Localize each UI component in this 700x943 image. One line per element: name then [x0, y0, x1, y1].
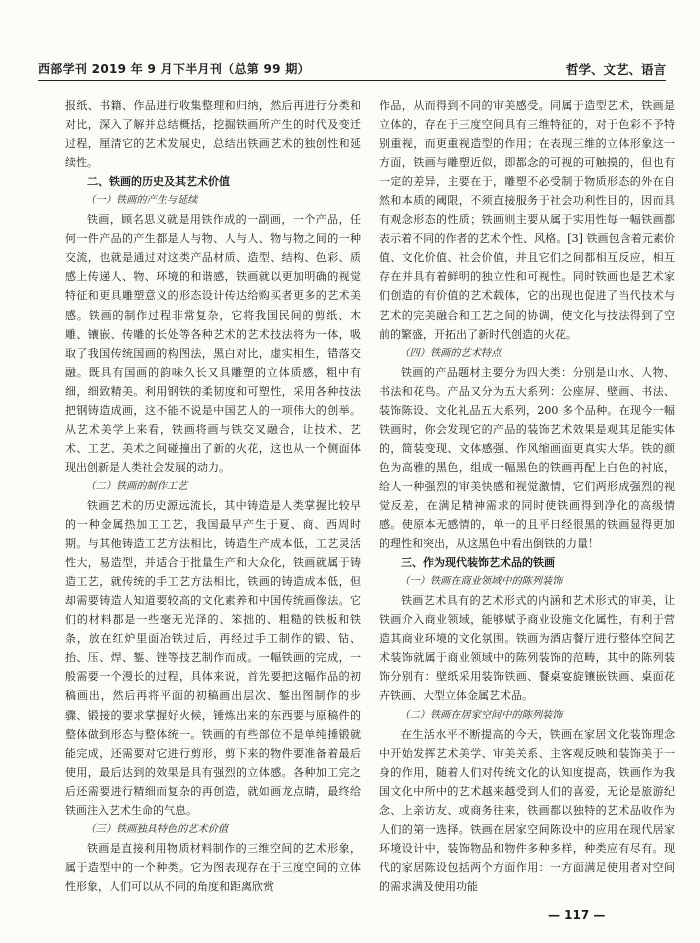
section-heading: 三、作为现代装饰艺术品的铁画 — [401, 556, 555, 570]
body-paragraph: 铁画是直接利用物质材料制作的三维空间的艺术形象，属于造型中的一个种类。它为图表现存在于三度空间的立体性形象，人们可以从不同的角度和距离欣赏 — [65, 841, 361, 893]
subsection-heading: （二）铁画在居家空间中的陈列装饰 — [399, 709, 563, 721]
right-column — [379, 96, 675, 896]
subsection-heading: （三）铁画独具特色的艺术价值 — [85, 823, 229, 835]
subsection-heading: （四）铁画的艺术特点 — [399, 347, 502, 359]
body-paragraph: 在生活水平不断提高的今天，铁画在家居文化装饰理念中开始发挥艺术美学、审美关系、主客观反映和装饰美于一身的作用，随着人们对传统文化的认知度提高，铁画作为我国文化中所中的艺术越来越受到人们的喜爱，无论是旅游纪念、上亲访友、或商务往来，铁画都以独特的艺术品收作为人们的第一选择。铁画在居家空间陈设中的应用在现代居家环境设计中，装饰物品和物件多种多样，种类应有尽有。现代的家居陈设包括两个方面作用：一方面满足使用者对空间的需求满及使用功能 — [379, 727, 675, 893]
subsection-heading: （二）铁画的制作工艺 — [85, 480, 188, 492]
section-title: 哲学、文艺、语言 — [565, 62, 666, 77]
journal-name: 西部学刊 2019 年 9 月下半月刊（总第 99 期） — [38, 62, 310, 76]
body-paragraph: 铁画艺术的历史源远流长，其中铸造是人类掌握比较早的一种金属热加工工艺，我国最早产生于夏、商、西周时期。与其他铸造工艺方法相比，铸造生产成本低，工艺灵活性大，易造型，并适合于批量生产和大众化，铁画就属于铸造工艺，就传统的手工艺方法相比，铁画的铸造成本低，但却需要铸造人知道要较高的文化素养和中国传统画像法。它们的材料都是一些毫无光泽的、笨拙的、粗糙的铁板和铁条，放在红炉里面冶铁过后，再经过手工制作的锻、钻、抬、压、焊、錾、锉等技艺制作而成。一幅铁画的完成，一般需要一个漫长的过程，具体来说，首先要把这幅作品的初稿画出，然后再将平面的初稿画出层次、錾出图制作的步骤、锻接的要求掌握好火候，锤炼出来的东西要与原稿件的整体做到形态与整体统一。铁画的有些部位不是单纯捶锻就能完成，还需要对它进行剪形，剪下来的物件要准备着最后使用，最后达到的效果是具有强烈的立体感。各种加工完之后还需要进行精细而复杂的再创造，就如画龙点睛，最终给铁画注入艺术生命的气息。 — [65, 498, 361, 817]
page-number: — 117 — — [548, 908, 606, 922]
left-column — [65, 96, 361, 896]
body-paragraph: 铁画艺术具有的艺术形式的内涵和艺术形式的审美，让铁画介入商业领域，能够赋予商业设施文化属性，有利于营造其商业环境的文化氛围。铁画为酒店餐厅进行整体空间艺术装饰就属于商业领域中的陈列装饰的范畴，其中的陈列装饰分别有：壁纸采用装饰铁画、餐桌宴旋镶嵌铁画、桌面花卉铁画、大型立体金属艺术品。 — [379, 594, 675, 703]
subsection-heading: （一）铁画的产生与延续 — [85, 195, 198, 207]
body-paragraph: 作品，从而得到不同的审美感受。同属于造型艺术，铁画是立体的，存在于三度空间具有三维特征的，对于色彩不予特别重视，而更重视造型的作用；在表现三维的立体形象这一方面，铁画与雕塑近似，即都念的可视的可触摸的，但也有一定的差异，主要在于，雕塑不必受制于物质形态的外在自然和本质的阈限，不须直接服务于社会功利性目的，因而具有观念形态的性质；铁画则主要从属于实用性每一幅铁画都表示着不同的作者的艺术个性、风格。[3] 铁画包含着元素价值、文化价值、社会价值，并且它们之间都相互反应，相互存在并具有着鲜明的独立性和可视性。同时铁画也是艺术家们创造的有价值的艺术载体，它的出现也促进了当代技术与艺术的完美融合和工艺之间的协调，使文化与技法得到了空前的繁盛，开拓出了新时代创造的火花。 — [379, 99, 675, 341]
body-paragraph: 铁画的产品题材主要分为四大类：分别是山水、人物、书法和花鸟。产品又分为五大系列：公座屏、壁画、书法、装饰陈设、文化礼品五大系列，200 多个品种。在现今一幅铁画时，你会发现它的产品的装饰艺术效果是观其足能实体的，简装变现、文体感强、作风缩画面更真实大华。铁的颜色为高雅的黑色，组成一幅黑色的铁画再配上白色的衬底，给人一种强烈的审美快感和视觉激情，它们两形成强烈的视觉反差，在满足精神需求的同时使铁画得到净化的高级情感。使原本无感情的，单一的且平日经很黑的铁画显得更加的理性和突出，从这黑色中看出倒铁的力量！ — [379, 365, 675, 551]
body-paragraph: 铁画，顾名思义就是用铁作成的一副画，一个产品，任何一件产品的产生都是人与物、人与人、物与物之间的一种交流，也就是通过对这类产品材质、造型、结构、色彩、质感上传递人、物、环境的和谐感，铁画就以更加明确的视觉特征和更具雕塑意义的形态设计传达给购买者更多的艺术美感。铁画的制作过程非常复杂，它将我国民间的剪纸、木雕、镶嵌、传雕的长处等各种艺术的艺术技法将为一体，吸取了我国传统国画的构图法，黑白对比，虚实相生，错落交融。既具有国画的韵味久长又具雕塑的立体质感，粗中有细，细致精美。利用钢铁的柔韧度和可塑性，采用各种技法把钢铸造成画，这不能不说是中国艺人的一项伟大的创举。从艺术美学上来看，铁画将画与铁交叉融合，让技术、艺术、工艺、美术之间碰撞出了新的火花，这也从一个侧面体现出创新是人类社会发展的动力。 — [65, 213, 361, 474]
body-paragraph: 报纸、书籍、作品进行收集整理和归纳，然后再进行分类和对比，深入了解并总结概括，挖掘铁画所产生的时代及变迁过程，厘清它的艺术发展史，总结出铁画艺术的独创性和延续性。 — [65, 99, 361, 170]
section-heading: 二、铁画的历史及其艺术价值 — [87, 175, 230, 189]
subsection-heading: （一）铁画在商业领域中的陈列装饰 — [399, 576, 563, 588]
header-rule — [38, 80, 666, 81]
running-header — [38, 60, 666, 80]
